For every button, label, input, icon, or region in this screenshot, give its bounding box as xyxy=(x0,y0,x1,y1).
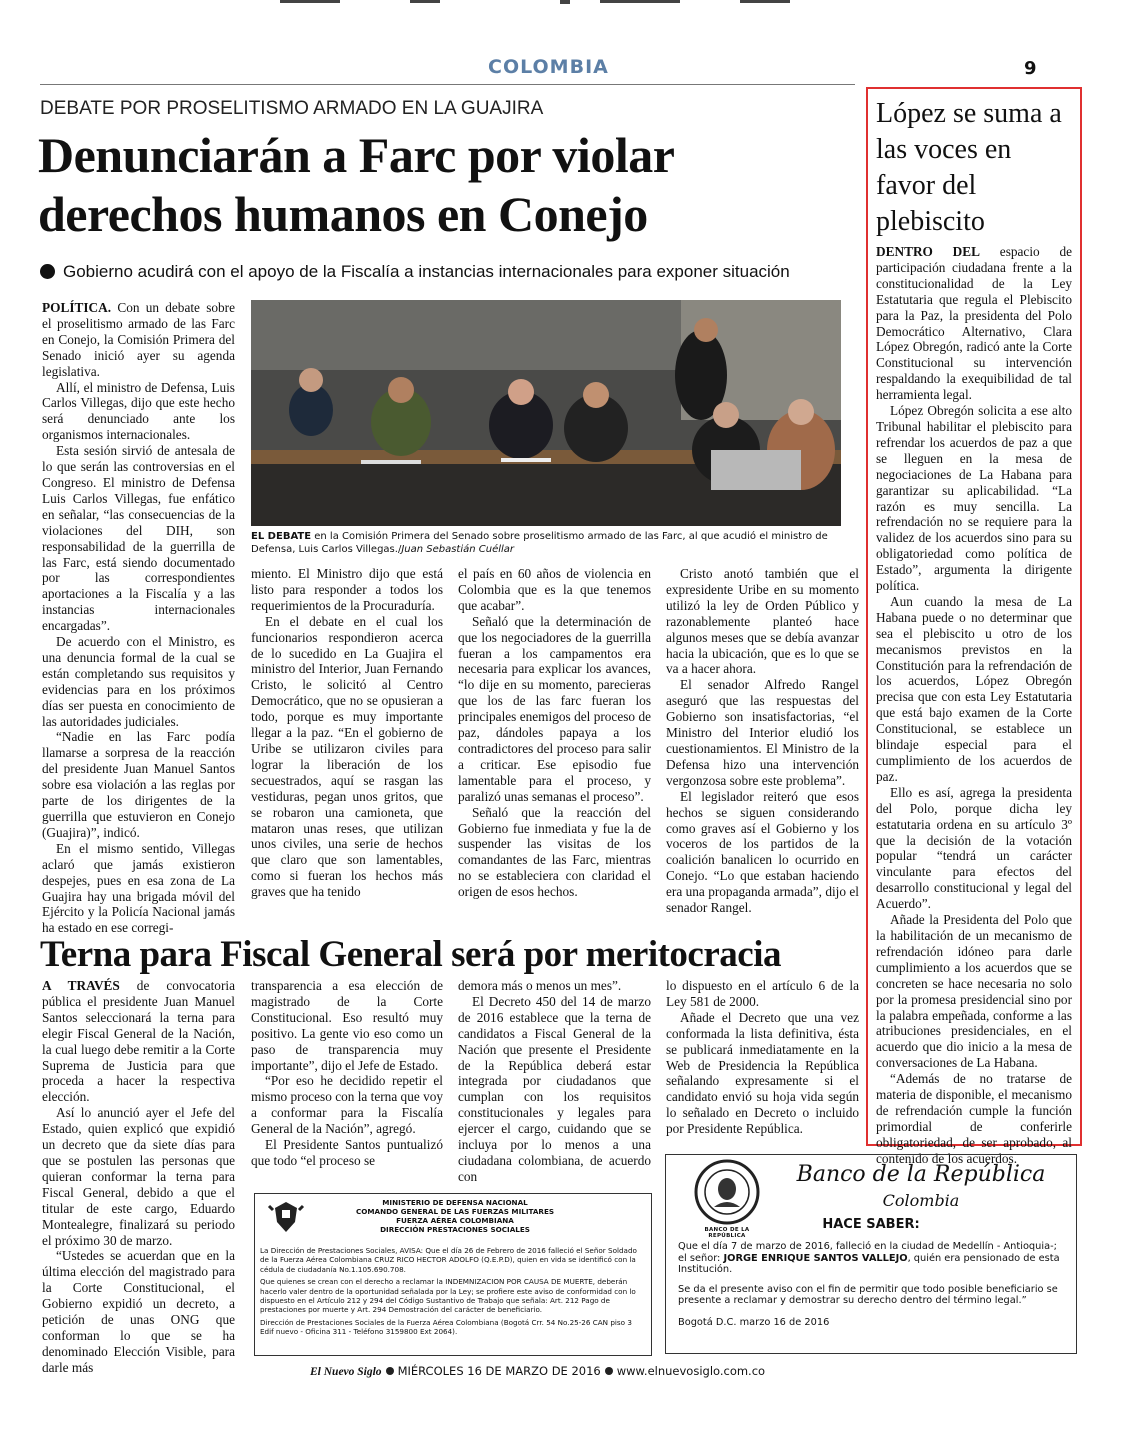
paragraph xyxy=(42,978,235,1105)
paragraph-text: Añade la Presidenta del Polo que la habilitación de un mecanismo de refrendación idóneo para darle cumplimiento a los acuerdos que se concreten se hace necesaria no solo por la promesa presidencial sino por la palabra empeñada, conforme a las atribuciones presidenciales, en el acuerdo que dio inicio a la mesa de conversaciones de La Habana. xyxy=(876,912,1072,1071)
paragraph-text: Señaló que la reacción del Gobierno fue inmediata y fue la de suspender las visitas de los comandantes de las Farc, mientras no se estableciera con claridad el origen de esos hechos. xyxy=(458,804,651,900)
paragraph xyxy=(251,614,443,900)
paragraph-text: Con un debate sobre el proselitismo armado de las Farc en Conejo, la Comisión Primera del Senado inició ayer su agenda legislativa. xyxy=(42,300,235,379)
issue-date: MIÉRCOLES 16 DE MARZO DE 2016 xyxy=(397,1364,601,1378)
article2-column-4 xyxy=(666,978,859,1146)
notice-header-line: DIRECCIÓN PRESTACIONES SOCIALES xyxy=(380,1225,530,1234)
paragraph xyxy=(251,1073,443,1137)
paragraph-text: espacio de participación ciudadana frente a la constitucionalidad de la Ley Estatutaria que regula el Plebiscito para la Paz, la presidenta del Polo Democrático Alternativo, Clara López Obregón, radicó ante la Corte Constitucional su intervención respaldando la exequibilidad de tal herramienta legal. xyxy=(876,244,1072,403)
paragraph-text: Añade el Decreto que una vez conformada la lista definitiva, ésta se publicará inmediatamente en la Web de Presidencia la República señalando expresamente si el candidato envió su hoja vida según lo señalado en Decreto o incluido por Presidente República. xyxy=(666,1009,859,1137)
paragraph xyxy=(666,789,859,916)
article2-column-1 xyxy=(42,978,235,1375)
sidebar-body xyxy=(876,244,1072,1166)
article-subhead xyxy=(40,262,860,282)
paragraph xyxy=(458,805,651,900)
paragraph-text: López Obregón solicita a ese alto Tribunal habilitar el plebiscito para refrendar los acuerdos de paz a que se lleguen en la mesa de negociaciones de La Habana para garantizar su aplicabilidad. “La razón es muy sencilla. La refrendación no se requiere para la validez de los acuerdos sino para su obligatoriedad como política de Estado”, argumenta la dirigente política. xyxy=(876,403,1072,594)
paragraph-text: “Nadie en las Farc podía llamarse a sorpresa de la reacción del presidente Juan Manuel Santos sobre esa violación a las reglas por parte de los dirigentes de la guerrilla que estuvieron en Conejo (Guajira)”, indicó. xyxy=(42,729,235,840)
paragraph xyxy=(666,1010,859,1137)
paragraph-text: transparencia a esa elección de magistrado de la Corte Constitucional. Eso resultó muy positivo. La gente vio eso como un paso de transparencia muy importante”, dijo el Jefe de Estado. xyxy=(251,978,443,1073)
bank-paragraph-2: Se da el presente aviso con el fin de permitir que todo posible beneficiario se presente a reclamar y demostrar su derecho dentro del término legal.” xyxy=(678,1283,1058,1306)
paragraph xyxy=(42,634,235,729)
senate-debate-photo xyxy=(251,300,841,526)
notice-heading: HACE SABER: xyxy=(822,1217,920,1232)
paragraph xyxy=(666,978,859,1010)
paragraph xyxy=(42,443,235,634)
header-rule xyxy=(40,84,855,85)
paragraph-text: “Ustedes se acuerdan que en la última elección del magistrado para la Corte Constitucional, el Gobierno expidió un decreto, a petición de unas ONG que conforman lo que se ha denominado Elección Visible, para darle más xyxy=(42,1248,235,1375)
paragraph xyxy=(42,1105,235,1248)
website-link[interactable]: www.elnuevosiglo.com.co xyxy=(616,1364,766,1378)
paragraph-text: Ello es así, agrega la presidenta del Polo, porque dicha ley estatutaria ordena en su artículo 3º que la decisión de la votación popular “tendrá un carácter vinculante para efectos del desarrollo constitucional y legal del Acuerdo”. xyxy=(876,784,1072,912)
headline-line-2: derechos humanos en Conejo xyxy=(38,186,648,242)
paragraph-text: “Además de no tratarse de materia de disponible, el mecanismo de refrendación cumple la función primordial de conferirle obligatoriedad, de ser aprobado, al contenido de los acuerdos. xyxy=(876,1071,1072,1166)
page-number: 9 xyxy=(1024,58,1037,79)
paragraph-text: En el debate en el cual los funcionarios respondieron acerca de lo sucedido en La Guajira el ministro del Interior, Juan Fernando Cristo, le solicitó al Centro Democrático, que no se opusieran a todo, porque es muy importante llegar a la paz. “En el gobierno de Uribe se utilizaron civiles para lograr la liberación de los secuestrados, aquí se rasgan las vestiduras, pegan unos gritos, que se robaron una camioneta, que mataron unas reses, que utilizan unos civiles, una serie de hechos que claro que son lamentables, como si fueran los hechos más graves que ha tenido xyxy=(251,613,443,900)
subhead-text: Gobierno acudirá con el apoyo de la Fiscalía a instancias internacionales para exponer situación xyxy=(63,262,790,281)
newspaper-name: El Nuevo Siglo xyxy=(310,1366,382,1378)
photo-illustration xyxy=(251,300,841,526)
caption-text: en la Comisión Primera del Senado sobre proselitismo armado de las Farc, al que acudió el ministro de Defensa, Luis Carlos Villegas./ xyxy=(251,531,828,555)
paragraph xyxy=(876,785,1072,912)
notice-header-line: COMANDO GENERAL DE LAS FUERZAS MILITARES xyxy=(355,1207,555,1216)
bullet-icon xyxy=(40,264,55,279)
paragraph-text: Esta sesión sirvió de antesala de lo que serán las controversias en el Congreso. El ministro de Defensa Luis Carlos Villegas, fue enfático en señalar, “las consecuencias de la violaciones del DIH, son responsabilidad de la guerrilla de las Farc, está siendo documentado por las correspondientes aportaciones a la Fiscalía y a las instancias internacionales encargadas”. xyxy=(42,443,235,634)
paragraph xyxy=(251,978,443,1073)
paragraph-text: El Presidente Santos puntualizó que todo “el proceso se xyxy=(251,1137,443,1168)
bank-text: , quién era pensionado de esta Institución. xyxy=(678,1252,1060,1275)
paragraph xyxy=(458,614,651,805)
lead-in: DENTRO DEL xyxy=(876,244,981,259)
paragraph xyxy=(458,994,651,1185)
defense-ministry-notice xyxy=(254,1193,652,1356)
headline-line-1: Denunciarán a Farc por violar xyxy=(38,127,675,183)
bank-date: Bogotá D.C. marzo 16 de 2016 xyxy=(678,1316,830,1328)
article-headline xyxy=(38,126,858,244)
bank-country: Colombia xyxy=(882,1191,960,1210)
notice-header xyxy=(315,1198,595,1234)
article1-column-3 xyxy=(458,566,651,922)
article-kicker: DEBATE POR PROSELITISMO ARMADO EN LA GUAJIRA xyxy=(40,98,544,119)
article1-column-4 xyxy=(666,566,859,922)
paragraph xyxy=(42,1248,235,1375)
paragraph-text: Así lo anunció ayer el Jefe del Estado, quien explicó que expidió un decreto que da siete días para que se postulen las personas que quieran conformar la terna para Fiscal General, debido a que el titular de este cargo, Eduardo Montealegre, finalizará su periodo el próximo 30 de marzo. xyxy=(42,1105,235,1248)
notice-header-line: MINISTERIO DE DEFENSA NACIONAL xyxy=(382,1198,528,1207)
paragraph xyxy=(876,594,1072,785)
paragraph-text: de convocatoria pública el presidente Juan Manuel Santos seleccionará la terna para elegir Fiscal General de la Nación, la cual luego debe remitir a la Corte Suprema de Justicia para que proceda a hacer la respectiva elección. xyxy=(42,978,235,1105)
paragraph-text: Aun cuando la mesa de La Habana puede o no determinar que sea el plebiscito u otro de los mecanismos previstos en la Constitución para la refrendación de los acuerdos, López Obregón precisa que con esta Ley Estatutaria que está bajo examen de la Corte Constitucional, se establece un blindaje especial para el cumplimiento de los acuerdos de paz. xyxy=(876,593,1072,784)
lead-in: A TRAVÉS xyxy=(42,978,120,993)
paragraph-text: el país en 60 años de violencia en Colombia que es la que tenemos que acabar”. xyxy=(458,566,651,613)
bullet-icon xyxy=(386,1367,394,1375)
sidebar-headline: López se suma a las voces en favor del plebiscito xyxy=(876,98,1062,237)
paragraph xyxy=(458,566,651,614)
article2-headline: Terna para Fiscal General será por meritocracia xyxy=(40,934,781,975)
paragraph-text: Cristo anotó también que el expresidente Uribe en su momento utilizó la ley de Orden Público y razonablemente planteó hace algunos meses que se debía avanzar hacia la ubicación, que es lo que se va a hacer ahora. xyxy=(666,566,859,677)
paragraph-text: El legislador reiteró que esos hechos se siguen considerando como graves así el Gobierno y los voceros de los partidos de la coalición banalicen lo ocurrido en Conejo. “Lo que estaban haciendo era una propaganda armada”, dijo el senador Rangel. xyxy=(666,788,859,916)
deceased-name: JORGE ENRIQUE SANTOS VALLEJO xyxy=(723,1252,908,1264)
paragraph xyxy=(42,841,235,936)
photo-caption xyxy=(251,530,841,556)
seal-caption: BANCO DE LA REPÚBLICA xyxy=(704,1227,750,1239)
paragraph-text: El Decreto 450 del 14 de marzo de 2016 establece que la terna de candidatos a Fiscal General de la Nación que presente el Presidente de la República deberá estar integrada por ciudadanos que cumplan con los requisitos constitucionales y legales para ejercer el cargo, cuidando que se incluya por lo menos a una ciudadana colombiana, de acuerdo con xyxy=(458,993,651,1184)
notice-paragraph: Dirección de Prestaciones Sociales de la Fuerza Aérea Colombiana (Bogotá Crr. 54 No.25-26 CAN piso 3 Edif nuevo - Oficina 311 - Teléfono 3159800 Ext 2064). xyxy=(260,1317,632,1337)
paragraph-text: Allí, el ministro de Defensa, Luis Carlos Villegas, dijo que este hecho será denunciado ante los organismos internacionales. xyxy=(42,379,235,443)
paragraph xyxy=(42,380,235,444)
bullet-icon xyxy=(605,1367,613,1375)
paragraph xyxy=(251,566,443,614)
lead-in: POLÍTICA. xyxy=(42,300,112,315)
article2-column-2 xyxy=(251,978,443,1178)
paragraph xyxy=(876,1071,1072,1166)
banco-republica-notice xyxy=(665,1154,1077,1354)
bank-seal-icon xyxy=(694,1159,760,1225)
print-registration-marks xyxy=(270,0,870,6)
coat-of-arms-icon xyxy=(269,1200,303,1234)
paragraph-text: “Por eso he decidido repetir el mismo proceso con la terna que voy a conformar para la Fiscalía General de la Nación”, agregó. xyxy=(251,1073,444,1137)
article1-column-1 xyxy=(42,300,235,936)
paragraph xyxy=(458,978,651,994)
photo-credit: Juan Sebastián Cuéllar xyxy=(401,544,515,555)
paragraph xyxy=(251,1137,443,1169)
bank-paragraph-1 xyxy=(678,1241,1068,1276)
article2-column-3 xyxy=(458,978,651,1184)
notice-paragraph: La Dirección de Prestaciones Sociales, AVISA: Que el día 26 de Febrero de 2016 falleció el Señor Soldado de la Fuerza Aérea Colombiana CRUZ RICO HECTOR ADOLFO (Q.E.P.D), quien en vida se identificó con la cédula de ciudadanía No.1.105.690.708. xyxy=(260,1246,637,1274)
article1-column-2 xyxy=(251,566,443,922)
notice-paragraph: Que quienes se crean con el derecho a reclamar la INDEMNIZACION POR CAUSA DE MUERTE, deberán hacerlo valer dentro de la oportunidad señalada por la Ley; se profiere este aviso de conformidad con lo dispuesto en el Artículo 212 y 294 del Código Sustantivo de Trabajo que señala: Art. 212 Pago de prestaciones por muerte y Art. 294 Demostración del carácter de beneficiario. xyxy=(260,1277,636,1315)
notice-header-line: FUERZA AÉREA COLOMBIANA xyxy=(396,1216,514,1225)
bank-name: Banco de la República xyxy=(796,1162,1046,1187)
paragraph-text: Señaló que la determinación de que los negociadores de la guerrilla fueran a los campamentos era necesaria para explicar los avances, “lo dije en su momento, parecieras que los de las farc fueran los principales enemigos del proceso de paz, dándoles papaya a los contradictores del proceso para salir a criticar. Ese episodio fue lamentable para el proceso, y paralizó unas semanas el proceso”. xyxy=(458,613,651,804)
paragraph xyxy=(876,912,1072,1071)
bank-text: Que el día 7 de marzo de 2016, falleció en la ciudad de Medellín - Antioquia-; el señor: xyxy=(678,1241,1057,1264)
paragraph-text: De acuerdo con el Ministro, es una denuncia formal de la cual se están completando sus requisitos y evidencias para en los próximos días ser puesta en conocimiento de las autoridades judiciales. xyxy=(42,634,235,729)
paragraph xyxy=(666,677,859,788)
paragraph-text: lo dispuesto en el artículo 6 de la Ley 581 de 2000. xyxy=(666,978,859,1009)
paragraph xyxy=(666,566,859,677)
bank-notice-body xyxy=(678,1241,1068,1328)
caption-lead: EL DEBATE xyxy=(251,531,312,542)
section-name: COLOMBIA xyxy=(488,56,609,78)
paragraph-text: demora más o menos un mes”. xyxy=(458,978,622,993)
paragraph xyxy=(42,729,235,840)
page-footer xyxy=(310,1364,810,1378)
paragraph-text: El senador Alfredo Rangel aseguró que las respuestas del Gobierno son insatisfactorias, “el Ministro del Interior eludió los cuestionamientos. El Ministro de la Defensa hizo una intervención vergonzosa sobre este problema”. xyxy=(666,677,859,788)
paragraph xyxy=(42,300,235,380)
paragraph-text: miento. El Ministro dijo que está listo para responder a todos los requerimientos de la Procuraduría. xyxy=(251,566,443,613)
paragraph-text: En el mismo sentido, Villegas aclaró que jamás existieron despejes, pues en esa zona de La Guajira hay una brigada móvil del Ejército y la Policía Nacional jamás ha estado en ese corregi- xyxy=(42,840,235,936)
paragraph xyxy=(876,403,1072,594)
paragraph xyxy=(876,244,1072,403)
notice-body xyxy=(260,1246,646,1337)
